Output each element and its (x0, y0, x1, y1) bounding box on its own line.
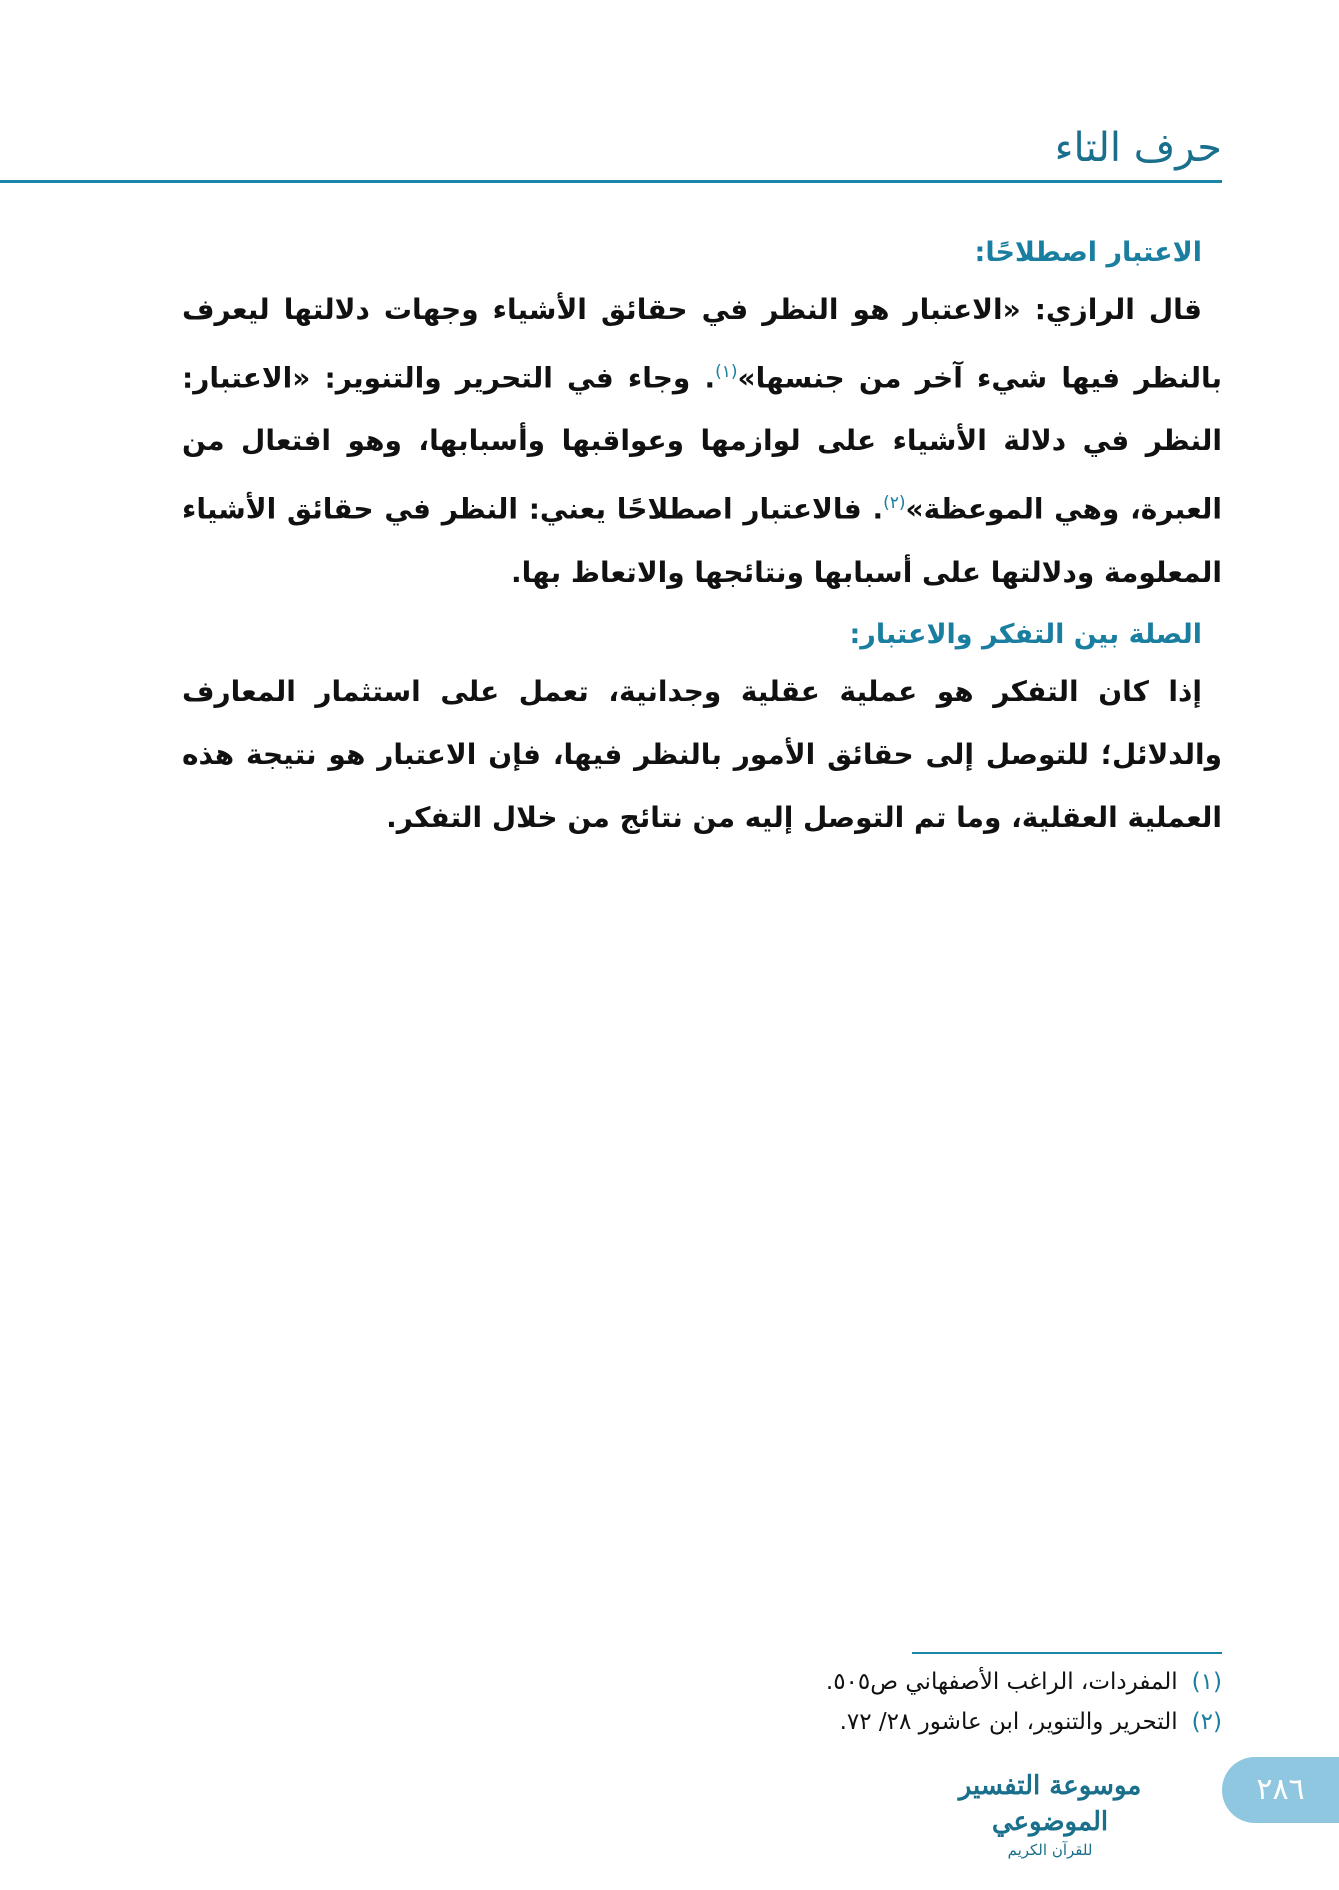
paragraph-text: . وجاء في التحرير والتنوير: «الاعتبار: النظر في دلالة الأشياء على لوازمها وعواقبها وأسبابها، وهو افتعال من العبرة، وهي الموعظة» (182, 361, 1222, 526)
relation-paragraph: إذا كان التفكر هو عملية عقلية وجدانية، تعمل على استثمار المعارف والدلائل؛ للتوصل إلى حقائق الأمور بالنظر فيها، فإن الاعتبار هو نتيجة هذه العملية العقلية، وما تم التوصل إليه من نتائج من خلال التفكر. (182, 674, 1222, 834)
logo-title: موسوعة التفسير الموضوعي (958, 1771, 1142, 1837)
section-heading-relation: الصلة بين التفكر والاعتبار: (849, 618, 1202, 650)
footnotes (182, 1662, 1222, 1742)
footnote-text: التحرير والتنوير، ابن عاشور ٢٨/ ٧٢. (839, 1709, 1178, 1735)
footnote-divider (912, 1652, 1222, 1654)
footnote-text: المفردات، الراغب الأصفهاني ص٥٠٥. (825, 1669, 1178, 1695)
footnote-number: (١) (1191, 1669, 1222, 1695)
footnote-ref-2[interactable]: (٢) (883, 493, 906, 514)
paragraph-text: قال الرازي: «الاعتبار هو النظر في حقائق الأشياء وجهات دلالتها ليعرف بالنظر فيها شيء آخر من جنسها» (182, 293, 1222, 395)
logo-subtitle: للقرآن الكريم (1007, 1841, 1093, 1859)
footnote-number: (٢) (1191, 1709, 1222, 1735)
page-number-badge (1222, 1757, 1339, 1823)
section-heading-definition: الاعتبار اصطلاحًا: (974, 237, 1202, 268)
definition-paragraph (182, 278, 1222, 604)
footnote-ref-1[interactable]: (١) (715, 362, 738, 382)
encyclopedia-logo (925, 1768, 1175, 1859)
header-rule (0, 180, 1222, 183)
paragraph-text: . فالاعتبار اصطلاحًا يعني: النظر في حقائق الأشياء المعلومة ودلالتها على أسبابها ونتائجها والاتعاظ بها. (182, 492, 1222, 589)
main-content (182, 228, 1222, 855)
footnote-item (182, 1662, 1222, 1702)
chapter-title: حرف التاء (1054, 125, 1222, 171)
page-number: ٢٨٦ (1256, 1772, 1305, 1807)
footnote-item (182, 1702, 1222, 1742)
page-header (117, 122, 1222, 174)
